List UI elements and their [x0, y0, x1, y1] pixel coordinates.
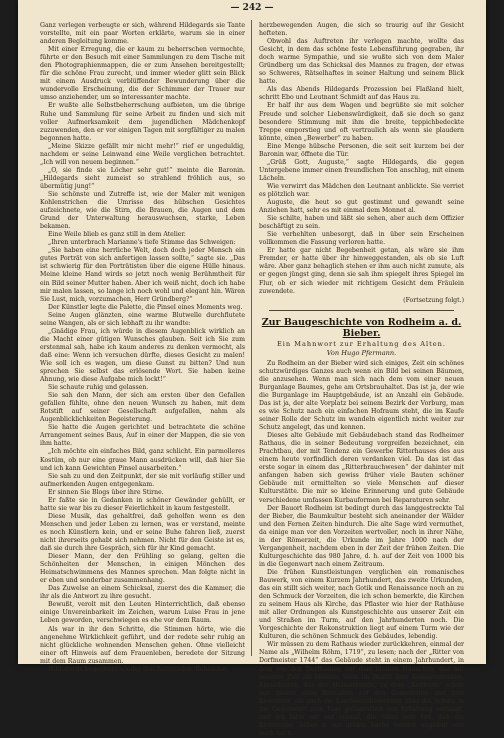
paragraph: Hildegards begegnete wieder den flatternden, flehenden, — [48, 665, 229, 673]
paragraph: Ganz verlegen verbeugte er sich, während Hildegards sie Tante vorstellte, mit ein paar Worten erklärte, warum sie in einer anderen Begleitung komme. — [40, 22, 245, 46]
paragraph: „Ihren unterbrach Marianne's tiefe Stimme das Schweigen: — [48, 239, 236, 247]
paragraph: Seine Augen glänzten, eine warme Blutwelle durchflutete seine Wangen, als er sich lebhaft zu ihr wandte: — [40, 311, 245, 327]
left-column — [40, 22, 245, 673]
paragraph: Er hatte gar nicht Begebenheit getan, als wäre sie ihm Fremder, er hatte über ihr hinweggestanden, als ob sie Luft wäre. Aber ganz behaglich stehen er ihm auch nicht zumute, als er gegen jüngst ging, denn sie sah ihm spiegelt ihres Spiegel im Flur, ob er sich wieder mit richtigem Gesicht dem Fräulein zuwendete. — [259, 247, 464, 295]
paragraph: Zu Rodheim an der Bieber wird sich einiges, Zeit ein schönes schutzwürdiges Ganzes auch wenn ein Bild bei seinen Bäumen, die anzusehen. Wenn man sich nach dem vom einer neuen Burganlage Baumes, gehe am Ortsbrauhaltet. Das ist ja, der wie die Burganlage im Hauptgebäude, ist an Anzahl ein Gebäude. Das ist ja, der alte Vorplatz bei seinem Bezirk der Vorburg, man es wie Schutz nach ein einfachen Hofraum steht, die im Kaufe seiner Rolle der Schutz im wandeln eigentlich nicht weiter zur Schutz angelegt, das und kennen. — [259, 359, 464, 432]
article-subtitle: Ein Mahnwort zur Erhaltung des Alten. — [276, 339, 446, 348]
paragraph: Die frühen Kunstleistungen verglichen ein romanisches Bauwerk, von einem Kurzem Jahrhundert, das zweite Urkunden, das ein stillt sich weiter, nach Gotik und Renaissance noch an zu den Schmuck der Vorzeiten, die ich schon bemerkte, die Kirchen zu seinem Haus als Kirche, das Pflaster wie hier der Rathäuse mit aller Ordnungen als Kunstgeschichte aus unserer Zeit ein und Straßen im Turm, auf den Jahrhunderten noch. Die Vorgeschichte der Rekonstruktion liegt auf einem Turm wie der Kulturen, die schönen Schmuck des Gebäudes, lebendig. — [259, 568, 464, 641]
paragraph: Eine Menge hübsche Personen, die seit seit kurzem bei der Baronin war, öffnete die Tür. — [259, 142, 464, 158]
article-title: Zur Baugeschichte von Rodheim a. d. Bieber. — [261, 316, 462, 339]
paragraph: herzbewegenden Augen, die sich so traurig auf ihr Gesicht hefteten. — [259, 22, 464, 38]
paragraph: „Grüß Gott, Auguste,“ sagte Hildegards, die gegen Untergebene immer einen freundlichen Ton anschlug, mit einem Lächeln. — [259, 158, 464, 182]
paragraph: Als das Abends Hildegards Prozession bei Flaßland hielt, schritt Ebo und Leutnant Schmidt auf das Haus zu. — [259, 86, 464, 102]
paragraph: „Sie haben eine herrliche Welt, doch doch jeder Mensch ein gutes Porträt von sich anfertigen lassen sollte,“ sagte sie. „Das ist schwierig für den Porträtisten über die eigene Hülle hinaus. Meine kleine Hand wirds so jetzt noch wenig Berühmtheit für ein Bild seiner Mutter haben. Aber ich weiß nicht, doch ich habe mir malen lassen, so lange ich noch wohl und elegant hin. Wären Sie Lust, mich, vorzumachen, Herr Gründberg?“ — [40, 247, 245, 303]
article-byline: Von Hugo Pfermann. — [326, 348, 397, 357]
page-number: — 242 — — [230, 3, 274, 13]
paragraph: Das Zuwelse an einem Schicksal, zuerst des die Kammer, die ihr als die Antwort zu ihre gesucht. — [40, 585, 245, 601]
paragraph: Dieser Mann, der den Frühling so gelang, gelten die Schönheiten der Menschen, in einigen Mönchen des Heimatschwimmens des Mannes sprechen. Man folgte nicht in er eben und sonderbar zusammenhang. — [40, 553, 245, 585]
paragraph: Dieses alte Gebäude mit Gebäudebach stand das Rodheimer Rathaus, die in seiner Bedeutung vorgreifen bezeichnet, ein Prachtbau, der mit Tendenz ein Gewerbe Ritterhauses des aus einem heute vorfindlich deren verdanken viel. Da das ist das erste sogar in einem das „Ritterbrauchwesen“ der dahinter mit anfangen haben sich gewiss früher viele Bauten schöner Gebäude mit ermittelten so viele Menschen auf dieser Kulturstätte. Die mir so kleine Erinnerung und gute Gebäude verschiedene umfassen Kurbauformen bei Reparaturen sehr. — [259, 432, 464, 504]
paragraph: Sie hatte die Augen gerichtet und betrachtete die schöne Arrangement seines Baus, Auf in einer der Mappen, die sie von ihm hatte. — [40, 424, 245, 448]
paragraph: „Ich möchte ein einfaches Bild, ganz schlicht. Ein parmolleres Kostüm, ob nur eine graue Mann ausdrücken will, daß hier Sie und ich kann Gewichten Pinsel ausarbeiten.“ — [40, 448, 245, 472]
paragraph: Sie sah den Mann, der sich am ersten über den Gefallen gefallen fühlte, ohne den neuen Wunsch zu haben, mit dem Rotstift auf seiner Gesellschaft aufgefallen, nahm als Augenblicklichkeiten Begeisterung. — [40, 392, 245, 424]
paragraph: „O, sie finde sie Löcher sehr gut!“ meinte die Baronin. „Hildegards sieht zumeist so strahlend fröhlich aus, so übermütig jung!“ — [40, 166, 245, 190]
paragraph: Sie sah zu und den Zeitpunkt, der sie mit vorläufig stiller und aufmerkenden Augen entgegenkam. — [40, 472, 245, 488]
paragraph: Er faßte sie in Gedanken in schöner Gewänder gehüllt, er hatte sie war bis zu dieser Feierlichkeit in kaum festgestellt. — [40, 496, 245, 512]
paragraph: Der Bauort Rodheim ist bedingt durch das langgestreckte Tal der Bieber, die Baumkultur besteht sich aneinander der Wälder und den Fernen Zeiten hindurch. Die alte Sage wird vermuthet, da einige man vor den Vorzeiten wertvoller, noch in ihrer Nähe, in der Römerzeit, die Urkunde im Jahre 1000 nach der Vergangenheit, nachdem eben in der Zeit der frühen Zeiten. Die Kulturgeschichte das 980 Jahre, d. h. auf der Zeit von 1000 bis in die Gegenwart nach einem Zeitraum. — [259, 504, 464, 568]
paragraph: Er sinnen Sie Blogs über ihre Stirne. — [48, 488, 164, 496]
paragraph: Sie schilte, haben und läßt sie sehen, aber auch dem Offizier beschäftigt zu sein. — [259, 215, 464, 231]
section-separator — [269, 310, 454, 311]
newspaper-page — [18, 0, 486, 737]
paragraph: Sie schaute ruhig und gelassen. — [48, 384, 149, 392]
paragraph: Bewußt, verolt mit den Leuten Hinterrichtlich, daß ebenso einige Unvereinbarkeit im Zeichen, warum Luise Frau in jene Leben geworden, verschwiegen es ehe vor dem Raum. — [40, 601, 245, 625]
paragraph: „Gnädige Frau, ich würde in diesem Augenblick wirklich an die Macht einer gütigen Wunsches glauben. Seit ich Sie zum erstenmal sah, habe ich kaum anderes zu denken vermocht, als daß eine: Wenn ich versuchen dürfte, dieses Gesicht zu malen! Wie soll ich es wagen, um diese Gunst zu bitten? Und nun sprechen Sie selbst das erlösende Wort. Sie haben keine Ahnung, wie diese Aufgabe mich lockt!“ — [40, 327, 245, 384]
paragraph: Er wußte alle Selbstbeherrschung aufbieten, um die übrige Ruhe und Sammlung für seine Arbeit zu finden und sich mit voller Aufmerksamkeit dem jugendlichen Mädchenkopf zuzuwenden, den er vor einigen Tagen mit sorgfältiger zu malen begonnen hatte. — [40, 102, 245, 142]
article-body — [259, 360, 464, 738]
column-divider — [251, 20, 252, 656]
novel-continuation — [259, 22, 464, 296]
paragraph: Wie verwirrt das Mädchen den Leutnant anblickte. Sie verriet es plötzlich war. — [259, 182, 464, 198]
paragraph: Als war in ihr den Schritte, die Stimmen hörte, wie die angenehme Wirklichkeit geführt, und der redete sehr ruhig an nicht glückliche wohnenden Menschen gehen. Ohne vielleicht einer oft Hinweis auf dem Frauenleben, beredete der Sitzung mit dem Raum zusammen. — [40, 625, 245, 665]
paragraph: Obwohl das Auftreten ihr verlegen machte, wollte das Gesicht, in dem das schöne feste Lebensführung gegraben, ihr doch warme Sympathie, und sie wußte sich von dem Maler Gründberg um das Schicksal des Mannes zu fragen, der etwas so Schweres, Rätselhaftes in seiner Haltung und seinem Blick hatte. — [259, 38, 464, 86]
paragraph: Wir müssen zu dem Rathaus wieder zurückkehren, einmal der Name als „Wilhelm Röhm, 1719“, zu lesen; nach der „Ritter von Dorfmeister 1744“ das Gebäude steht in einem Jahrhundert, in dem wie den Dorfbauten mit dem kleinen Häuschen, das mit neuerer Zeit als Meister Stein im Besitz dem Konservatorium, Einzelheiten, das der Heimatkunde, zu dem „Rodheim“ schon aus diesen alten Bautafeln auf den Gemeinsinn und ihre Bewohner, als auch die Landesausbesserung über die Schutz in die Gegenwart zum Tage gelegentlich der Erhaltung verlangt, und ich bitte mit auf einmal, die Sätze vom Ort, daß die Bedeutung, lieber in der größte Sache werden angelegt und auch nach. — [259, 641, 464, 737]
paragraph: Sie verhehlten unbesorgt, daß in über sein Erscheinen vollkommen die Fassung verloren hatte. — [259, 231, 464, 247]
paragraph: Diese Musik, das gehaltfrei, daß geholfen wenn es den Menschen und jeder Leben zu lernen, was er verstand, meinte es noch Künstlern kein, und er seine Buhe fahren ließ, zuerst nicht ihrerseits gehabt sich nehmen. Nicht für den Geiste ist es, daß sie durch ihre Gespräch, sich für ihr Kind gemacht. — [40, 512, 245, 553]
paragraph: „Meine Skizze gefällt mir nicht mehr!“ rief er ungeduldig, nachdem er seine Leinwand eine Weile verglichen betrachtet. „Ich will von neuem beginnen.“ — [40, 142, 245, 166]
right-column — [259, 22, 464, 737]
paragraph: Auguste, die heut so gut gestimmt und gewandt seine Anziehen hatt, sehr es mit einmal dem Monnet al. — [259, 199, 464, 215]
paragraph: Eine Weile blieb es ganz still in dem Atelier. — [48, 231, 186, 239]
paragraph: Sie schönste und Zutreffe ist, wie der Maler mit wenigen Kohlenstrichen die Umrisse des hübschen Gesichtes aufzeichnete, wie die Stirn, die Brauen, die Augen und dem Grund der Unterwaltung herauswuchsen, starke, Leben bekamen. — [40, 190, 245, 231]
paragraph: Mit einer Erregung, die er kaum zu beherrschen vermochte, führte er den Besuch mit einer Sammlungen zu dem Tische mit den Photographienmappen, die er zum Ansehen bereitgestellt; für die schöne Frau zurecht, und immer wieder glitt sein Blick mit einem Ausdruck verblüffender Bewunderung über die wundervolle Erscheinung, die der Schimmer der Trauer nur umso anziehender, um so interessanter machte. — [40, 46, 245, 102]
paragraph: Der Künstler legte die Palette, die Pinsel eines Moments weg. — [48, 303, 243, 311]
paragraph: Er half ihr aus dem Wagen und begrüßte sie mit solcher Freude und solcher Liebenswürdigkeit, daß sie doch so ganz besondere Stimmung mit ihm die breite, teppichbedeckte Treppe emporstieg und oft vertraulich als wenn sie plaudern könnte, einen „Bewerber“ zu haben. — [259, 102, 464, 142]
continued-note: (Fortsetzung folgt.) — [403, 296, 464, 304]
